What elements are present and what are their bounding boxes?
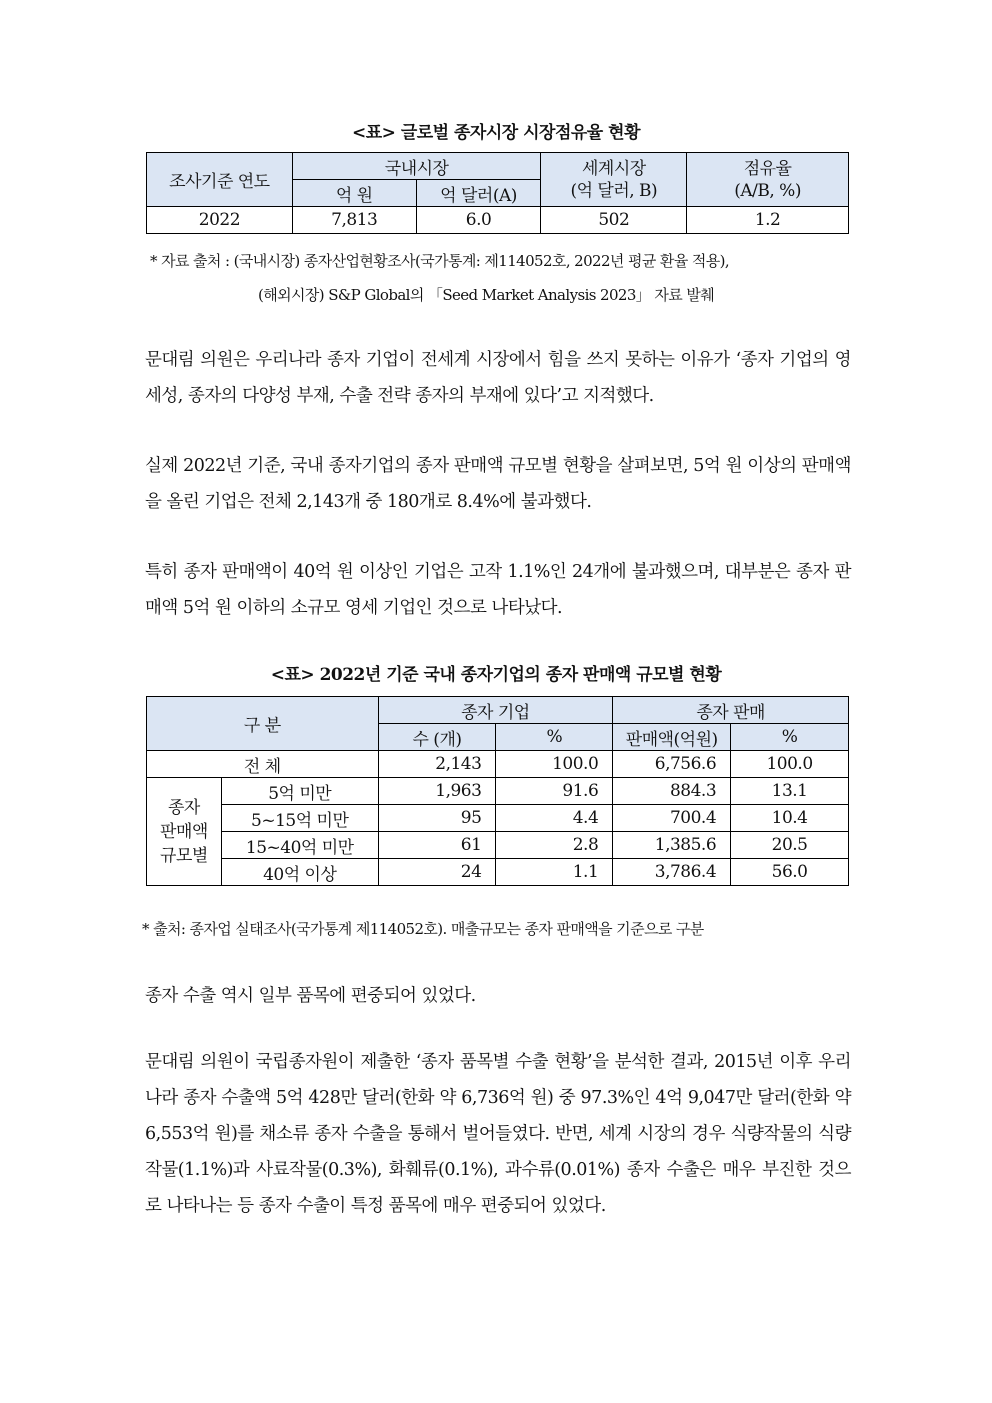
cell-year: 2022	[147, 207, 293, 234]
cell-count: 61	[378, 832, 496, 859]
cell-count: 24	[378, 859, 496, 886]
paragraph-5: 문대림 의원이 국립종자원이 제출한 ‘종자 품목별 수출 현황’을 분석한 결과, 2015년 이후 우리나라 종자 수출액 5억 428만 달러(한화 약 6,736억 원) 중 97.3%인 4억 9,047만 달러(한화 약 6,553억 원)를 채소류 종자 수출을 통해서 벌어들였다. 반면, 세계 시장의 경우 식량작물의 식량작물(1.1%)과 사료작물(0.3%), 화훼류(0.1%), 과수류(0.01%) 종자 수출은 매우 부진한 것으로 나타나는 등 종자 수출이 특정 품목에 매우 편중되어 있었다.	[145, 1052, 851, 1216]
paragraph-4: 종자 수출 역시 일부 품목에 편중되어 있었다.	[145, 986, 476, 1006]
cell-world: 502	[541, 207, 687, 234]
cell-count: 2,143	[378, 751, 496, 778]
cell-percent-2: 20.5	[731, 832, 849, 859]
header-won: 억 원	[292, 180, 416, 207]
paragraph-1: 문대림 의원은 우리나라 종자 기업이 전세계 시장에서 힘을 쓰지 못하는 이유가 ‘종자 기업의 영세성, 종자의 다양성 부재, 수출 전략 종자의 부재에 있다’고 지적했다.	[145, 350, 851, 406]
cell-percent: 100.0	[496, 751, 613, 778]
table-row	[147, 778, 849, 805]
paragraph-3: 특히 종자 판매액이 40억 원 이상인 기업은 고작 1.1%인 24개에 불과했으며, 대부분은 종자 판매액 5억 원 이하의 소규모 영세 기업인 것으로 나타났다.	[145, 562, 851, 618]
source-note-1-cont: (해외시장) S&P Global의 「Seed Market Analysis 2023」 자료 발췌	[258, 286, 715, 304]
group-label: 종자 판매액 규모별	[147, 778, 222, 886]
cell-percent: 91.6	[496, 778, 613, 805]
table-row	[147, 832, 849, 859]
header-category: 구 분	[147, 697, 379, 751]
row-label: 15~40억 미만	[221, 832, 378, 859]
table-row-total	[147, 751, 849, 778]
source-note-2: * 출처: 종자업 실태조사(국가통계 제114052호). 매출규모는 종자 판매액을 기준으로 구분	[142, 920, 704, 938]
cell-percent-2: 56.0	[731, 859, 849, 886]
cell-percent: 2.8	[496, 832, 613, 859]
cell-count: 95	[378, 805, 496, 832]
cell-percent-2: 10.4	[731, 805, 849, 832]
cell-amount: 884.3	[613, 778, 731, 805]
cell-count: 1,963	[378, 778, 496, 805]
source-note-1: * 자료 출처 : (국내시장) 종자산업현황조사(국가통계: 제114052호, 2022년 평균 환율 적용),	[150, 252, 730, 270]
table-row	[147, 859, 849, 886]
row-label: 40억 이상	[221, 859, 378, 886]
header-share: 점유율 (A/B, %)	[687, 153, 849, 207]
cell-percent: 1.1	[496, 859, 613, 886]
row-label: 5~15억 미만	[221, 805, 378, 832]
cell-won: 7,813	[292, 207, 416, 234]
header-amount: 판매액(억원)	[613, 724, 731, 751]
cell-percent: 4.4	[496, 805, 613, 832]
row-label: 전 체	[147, 751, 379, 778]
cell-amount: 3,786.4	[613, 859, 731, 886]
cell-amount: 1,385.6	[613, 832, 731, 859]
market-share-table	[146, 152, 849, 234]
table2-caption: <표> 2022년 기준 국내 종자기업의 종자 판매액 규모별 현황	[270, 665, 722, 685]
header-percent-2: %	[731, 724, 849, 751]
header-usd: 억 달러(A)	[416, 180, 541, 207]
table-row	[147, 805, 849, 832]
cell-percent-2: 13.1	[731, 778, 849, 805]
cell-percent-2: 100.0	[731, 751, 849, 778]
cell-usd: 6.0	[416, 207, 541, 234]
seed-sales-table	[146, 696, 849, 886]
header-domestic-market: 국내시장	[292, 153, 541, 180]
cell-amount: 700.4	[613, 805, 731, 832]
header-count: 수 (개)	[378, 724, 496, 751]
header-survey-year: 조사기준 연도	[147, 153, 293, 207]
header-percent: %	[496, 724, 613, 751]
row-label: 5억 미만	[221, 778, 378, 805]
header-seed-company: 종자 기업	[378, 697, 613, 724]
cell-amount: 6,756.6	[613, 751, 731, 778]
header-world-market: 세계시장 (억 달러, B)	[541, 153, 687, 207]
header-seed-sales: 종자 판매	[613, 697, 849, 724]
paragraph-2: 실제 2022년 기준, 국내 종자기업의 종자 판매액 규모별 현황을 살펴보면, 5억 원 이상의 판매액을 올린 기업은 전체 2,143개 중 180개로 8.4%에 불과했다.	[145, 456, 851, 512]
table1-caption: <표> 글로벌 종자시장 시장점유율 현황	[352, 123, 640, 143]
cell-share: 1.2	[687, 207, 849, 234]
table-row	[147, 207, 849, 234]
